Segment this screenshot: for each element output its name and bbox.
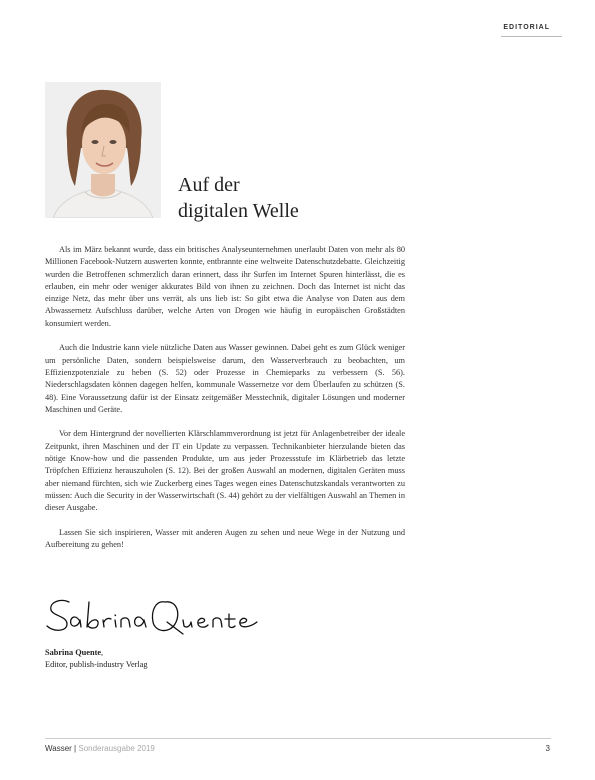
body-paragraph-4: Lassen Sie sich inspirieren, Wasser mit anderen Augen zu sehen und neue Wege in der Nutzung und Aufbereitung zu gehen! [45,527,405,550]
page-number: 3 [545,744,550,753]
body-paragraph-1: Als im März bekannt wurde, dass ein britisches Analyseunternehmen unerlaubt Daten von mehr als 80 Millionen Facebook-Nutzern auswerten konnte, entbrannte eine weltweite Datenschutzdebatte. Gleichzeitig wurden die Betroffenen schmerzlich daran erinnert, dass ihr Surfen im Internet Spuren hinterlässt, die es erlauben, ein mehr oder weniger akkurates Bild von ihnen zu zeichnen. Doch das Internet ist nicht das einzige Netz, das mehr über uns verrät, als uns lieb ist: So gibt etwa die Analyse von Daten aus dem Abwassernetz Aufschluss darüber, welche Arten von Drogen wie häufig in europäischen Großstädten konsumiert werden. [45,245,405,328]
body-paragraph-2: Auch die Industrie kann viele nützliche Daten aus Wasser gewinnen. Dabei geht es zum Glück weniger um persönliche Daten, sondern beispielsweise darum, den Wasserverbrauch zu beobachten, um Effizienzpotenziale zu heben (S. 52) oder Prozesse in Chemieparks zu verbessern (S. 56). Niederschlagsdaten können dagegen helfen, kommunale Wassernetze vor dem Überlaufen zu schützen (S. 48). Eine Voraussetzung dafür ist der Einsatz zeitgemäßer Messtechnik, digitaler Lösungen und moderner Maschinen und Geräte. [45,343,405,414]
footer-separator: | [71,744,79,753]
publication-name: Wasser [45,744,72,753]
title-line-1: Auf der [178,174,240,196]
author-name-suffix: , [101,648,104,657]
article-body [45,244,405,564]
author-name: Sabrina Quente [45,648,102,657]
author-role: Editor, publish-industry Verlag [45,660,148,669]
author-signature [43,594,263,640]
article-title [178,172,299,224]
author-portrait [45,82,161,218]
section-label: EDITORIAL [503,24,550,31]
title-line-2: digitalen Welle [178,200,299,222]
footer-rule [45,738,551,739]
footer-publication [45,744,155,753]
header-rule [501,36,562,37]
issue-label: Sonderausgabe 2019 [78,744,155,753]
author-credit [45,647,148,671]
body-paragraph-3: Vor dem Hintergrund der novellierten Klärschlammverordnung ist jetzt für Anlagenbetreiber der ideale Zeitpunkt, ihren Maschinen und der IT ein Update zu verpassen. Technikanbieter hierzulande bieten das nötige Know-how und die passenden Produkte, um aus jeder Prozessstufe im Klärbetrieb das letzte Tröpfchen Effizienz herauszuholen (S. 12). Bei der großen Auswahl an modernen, digitalen Geräten muss aber niemand fürchten, sich wie Zuckerberg eines Tages wegen eines Datenschutzskandals verantworten zu müssen: Auch die Security in der Wasserwirtschaft (S. 44) gehört zu der vielfältigen Auswahl an Themen in dieser Ausgabe. [45,429,405,513]
